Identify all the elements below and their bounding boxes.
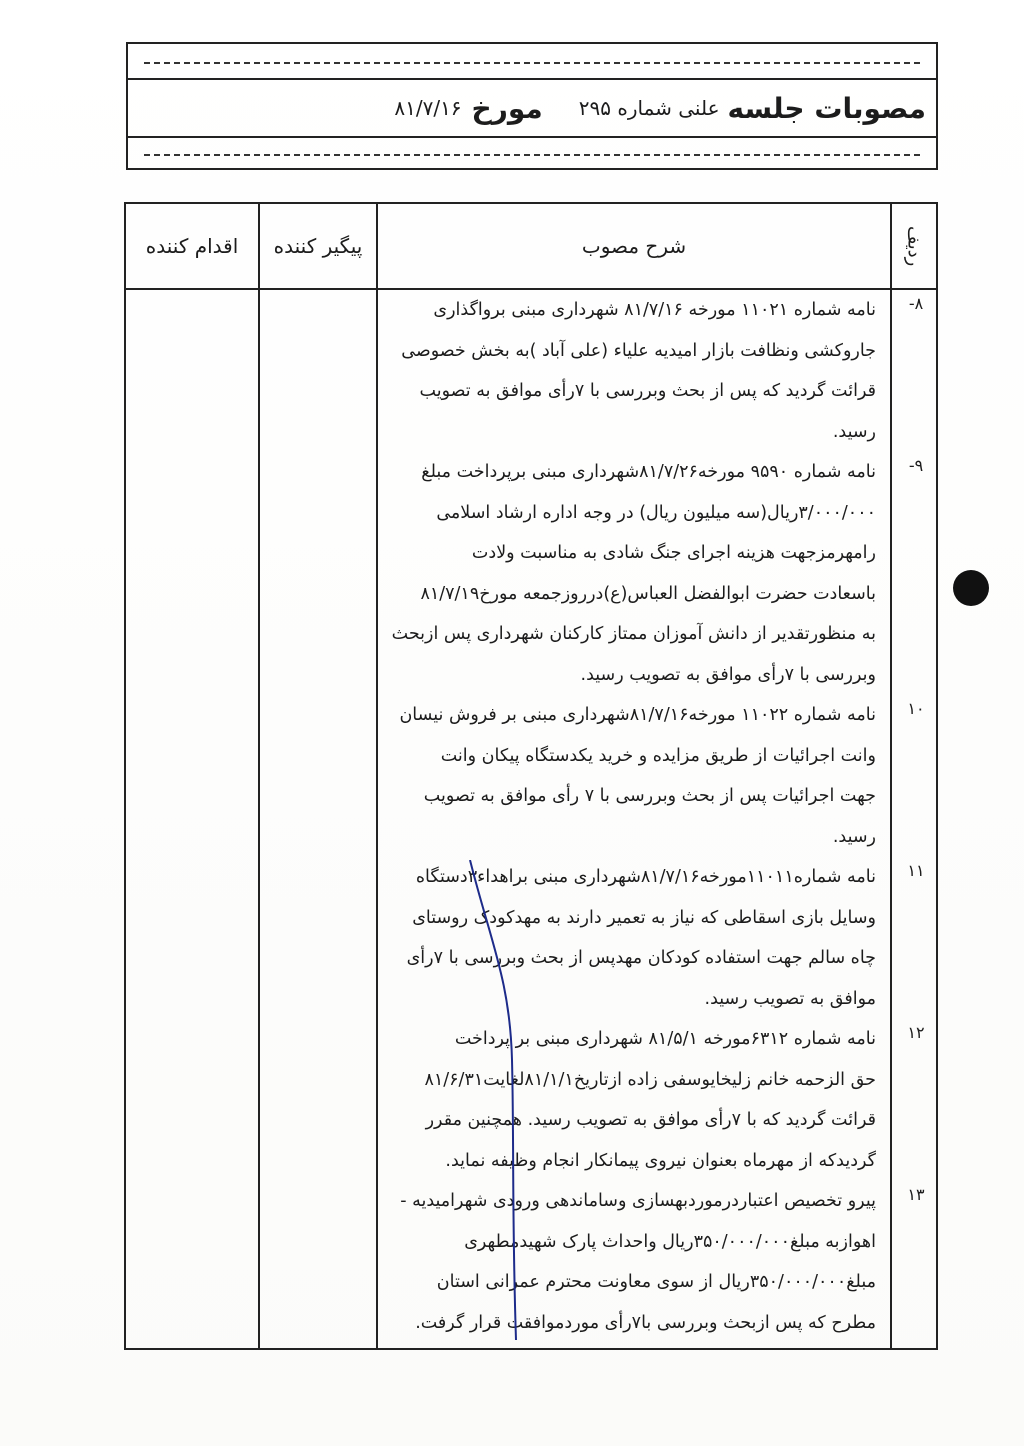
- resolution-entry: [380, 695, 925, 857]
- entry-line: جاروکشی ونظافت بازار امیدیه علیاء (علی آباد )به بخش خصوصی: [401, 340, 876, 361]
- resolution-entry: [380, 290, 924, 452]
- entry-line: ۳/۰۰۰/۰۰۰ریال(سه میلیون ریال) در وجه اداره ارشاد اسلامی: [436, 502, 876, 523]
- entry-number: ۱۱: [907, 861, 925, 880]
- entry-line: باسعادت حضرت ابوالفضل العباس(ع)درروزجمعه مورخ۸۱/۷/۱۹: [420, 583, 876, 604]
- column-header-row-number: ردیف: [903, 225, 925, 267]
- entry-line: رسید.: [832, 421, 876, 442]
- pen-mark: [450, 860, 570, 1340]
- header-title-row: [128, 82, 936, 134]
- column-header-action: اقدام کننده: [145, 234, 239, 258]
- entry-line: نامه شماره ۹۵۹۰ مورخه۸۱/۷/۲۶شهرداری مبنی برپرداخت مبلغ: [421, 462, 876, 482]
- date-label: مورخ: [471, 91, 543, 125]
- entry-line: وسایل بازی اسقاطی که نیاز به تعمیر دارند به مهدکودک روستای: [412, 907, 876, 928]
- entry-line: چاه سالم جهت استفاده کودکان مهدپس از بحث وبررسی با ۷رأی: [406, 948, 876, 968]
- entry-number: -۸: [908, 294, 924, 313]
- punch-hole: [953, 570, 989, 606]
- header-box: [126, 42, 938, 170]
- entry-line: نامه شماره ۶۳۱۲مورخه ۸۱/۵/۱ شهرداری مبنی بر پرداخت: [454, 1029, 876, 1049]
- entry-line: نامه شماره ۱۱۰۲۱ مورخه ۸۱/۷/۱۶ شهرداری مبنی برواگذاری: [433, 300, 876, 320]
- entry-line: نامه شماره ۱۱۰۲۲ مورخه۸۱/۷/۱۶شهرداری مبنی بر فروش نیسان: [399, 705, 876, 725]
- entry-line: حق الزحمه خانم زلیخایوسفی زاده ازتاریخ۸۱/۱/۱لغایت۸۱/۶/۳۱: [424, 1069, 876, 1090]
- entry-number: -۹: [908, 456, 924, 475]
- entry-number: ۱۰: [907, 699, 925, 718]
- entry-line: رامهرمزجهت هزینه اجرای جنگ شادی به مناسبت ولادت: [471, 543, 876, 563]
- column-header-row-cell: [892, 204, 936, 288]
- entry-line: به منظورتقدیر از دانش آموزان ممتاز کارکنان شهرداری پس ازبحث: [391, 624, 876, 644]
- column-divider: [890, 204, 892, 1348]
- header-bottom-dashes: [144, 154, 920, 156]
- entry-number: ۱۳: [907, 1185, 925, 1204]
- entry-line: قرائت گردید که با ۷رأی موافق به تصویب رسید. همچنین مقرر: [425, 1110, 876, 1130]
- session-date: ۸۱/۷/۱۶: [394, 96, 462, 120]
- entry-line: گردیدکه از مهرماه بعنوان نیروی پیمانکار انجام وظیفه نماید.: [445, 1150, 876, 1171]
- column-divider: [376, 204, 378, 1348]
- entry-line: وانت اجرائیات از طریق مزایده و خرید یکدستگاه پیکان وانت: [440, 745, 876, 766]
- entry-line: مطرح که پس ازبحث وبررسی با۷رأی موردموافقت قرار گرفت.: [415, 1312, 876, 1333]
- session-number: علنی شماره ۲۹۵: [578, 96, 720, 120]
- column-header-follow-up: پیگیر کننده: [273, 234, 363, 258]
- column-divider: [258, 204, 260, 1348]
- entry-line: جهت اجرائیات پس از بحث وبررسی با ۷ رأی موافق به تصویب: [423, 786, 876, 806]
- entry-number: ۱۲: [907, 1023, 925, 1042]
- entry-line: رسید.: [832, 826, 876, 847]
- entry-line: قرائت گردید که پس از بحث وبررسی با ۷رأی موافق به تصویب: [419, 381, 876, 401]
- column-header-description: شرح مصوب: [581, 234, 687, 258]
- entry-line: مبلغ۳۵۰/۰۰۰/۰۰۰ریال از سوی معاونت محترم عمرانی استان: [436, 1272, 876, 1292]
- entry-line: پیرو تخصیص اعتباردرموردبهسازی وساماندهی ورودی شهرامیدیه -: [400, 1191, 876, 1211]
- header-separator-bottom: [128, 136, 936, 138]
- entry-line: موافق به تصویب رسید.: [704, 988, 876, 1009]
- header-top-dashes: [144, 62, 920, 64]
- entry-line: اهوازبه مبلغ۳۵۰/۰۰۰/۰۰۰ریال واحداث پارک شهیدمطهری: [464, 1231, 876, 1252]
- page-title: مصوبات جلسه: [727, 91, 926, 125]
- resolution-entry: [380, 452, 924, 695]
- entry-line: نامه شماره۱۱۰۱۱مورخه۸۱/۷/۱۶شهرداری مبنی براهداء۳دستگاه: [415, 867, 876, 887]
- entry-line: وبررسی با ۷رأی موافق به تصویب رسید.: [580, 664, 876, 685]
- header-separator-top: [128, 78, 936, 80]
